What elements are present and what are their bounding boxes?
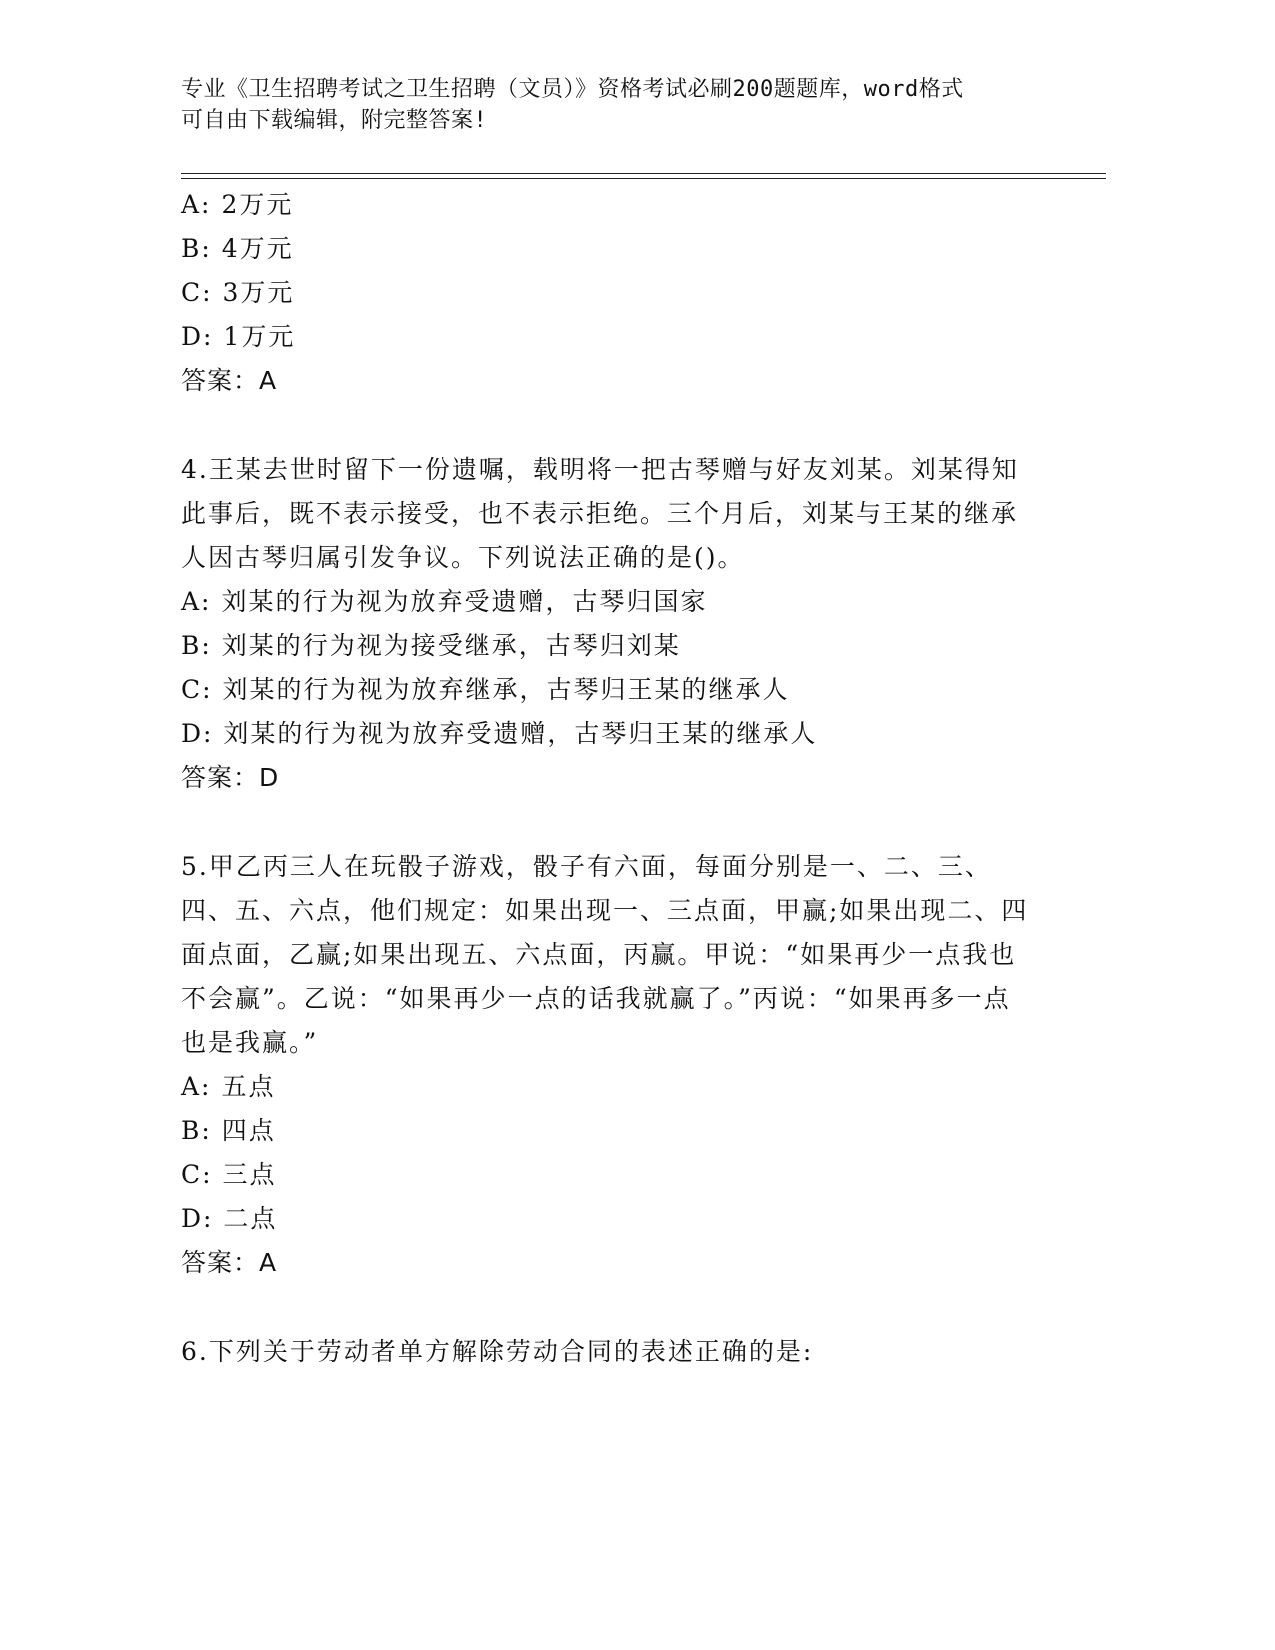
question-5-answer: 答案：A [181,1248,278,1277]
option-d [181,1197,1081,1241]
option-label: D: [181,322,214,351]
option-text: 四点 [221,1116,276,1145]
option-label: C: [181,278,213,307]
option-b [181,1109,1081,1153]
header-title-line-1: 专业《卫生招聘考试之卫生招聘（文员）》资格考试必刷200题题库，word格式 [181,77,964,102]
question-4-answer: 答案：D [181,763,280,792]
option-a [181,1065,1081,1109]
option-label: A: [181,587,212,616]
option-text: 刘某的行为视为放弃继承，古琴归王某的继承人 [222,675,790,704]
option-label: D: [181,1204,214,1233]
option-label: C: [181,675,213,704]
header-divider-top [181,173,1106,174]
header-title-line-2: 可自由下载编辑，附完整答案! [181,108,488,133]
question-list [181,183,1081,1374]
question-3-answer: 答案：A [181,366,278,395]
option-text: 二点 [223,1204,278,1233]
header-divider-bottom [181,178,1106,179]
question-6-stem: 6.下列关于劳动者单方解除劳动合同的表述正确的是: [181,1337,814,1366]
spacer [181,800,1081,845]
question-4-stem: 4.王某去世时留下一份遗嘱，载明将一把古琴赠与好友刘某。刘某得知此事后，既不表示接受，也不表示拒绝。三个月后，刘某与王某的继承人因古琴归属引发争议。下列说法正确的是()。 [181,455,1019,572]
option-text: 1万元 [223,322,296,351]
spacer [181,1285,1081,1330]
option-label: A: [181,190,212,219]
option-text: 三点 [222,1160,277,1189]
option-a [181,183,1081,227]
option-label: B: [181,631,212,660]
question-5-options [181,1065,1081,1241]
option-label: B: [181,1116,212,1145]
option-text: 3万元 [222,278,295,307]
option-c [181,668,1081,712]
question-4-options [181,580,1081,756]
option-label: A: [181,1072,212,1101]
option-label: C: [181,1160,213,1189]
option-c [181,1153,1081,1197]
option-text: 4万元 [221,234,294,263]
option-d [181,315,1081,359]
option-a [181,580,1081,624]
option-text: 2万元 [221,190,294,219]
question-5-stem: 5.甲乙丙三人在玩骰子游戏，骰子有六面，每面分别是一、二、三、四、五、六点，他们规定：如果出现一、三点面，甲赢;如果出现二、四面点面，乙赢;如果出现五、六点面，丙赢。甲说：“如果再少一点我也不会赢”。乙说：“如果再少一点的话我就赢了。”丙说：“如果再多一点也是我赢。” [181,852,1029,1057]
option-text: 刘某的行为视为放弃受遗赠，古琴归国家 [221,587,708,616]
question-3-options [181,183,1081,359]
option-d [181,712,1081,756]
option-b [181,624,1081,668]
document-header [181,74,1051,136]
option-label: D: [181,719,214,748]
option-text: 刘某的行为视为放弃受遗赠，古琴归王某的继承人 [223,719,818,748]
spacer [181,403,1081,448]
option-c [181,271,1081,315]
option-label: B: [181,234,212,263]
option-b [181,227,1081,271]
option-text: 五点 [221,1072,276,1101]
option-text: 刘某的行为视为接受继承，古琴归刘某 [221,631,681,660]
